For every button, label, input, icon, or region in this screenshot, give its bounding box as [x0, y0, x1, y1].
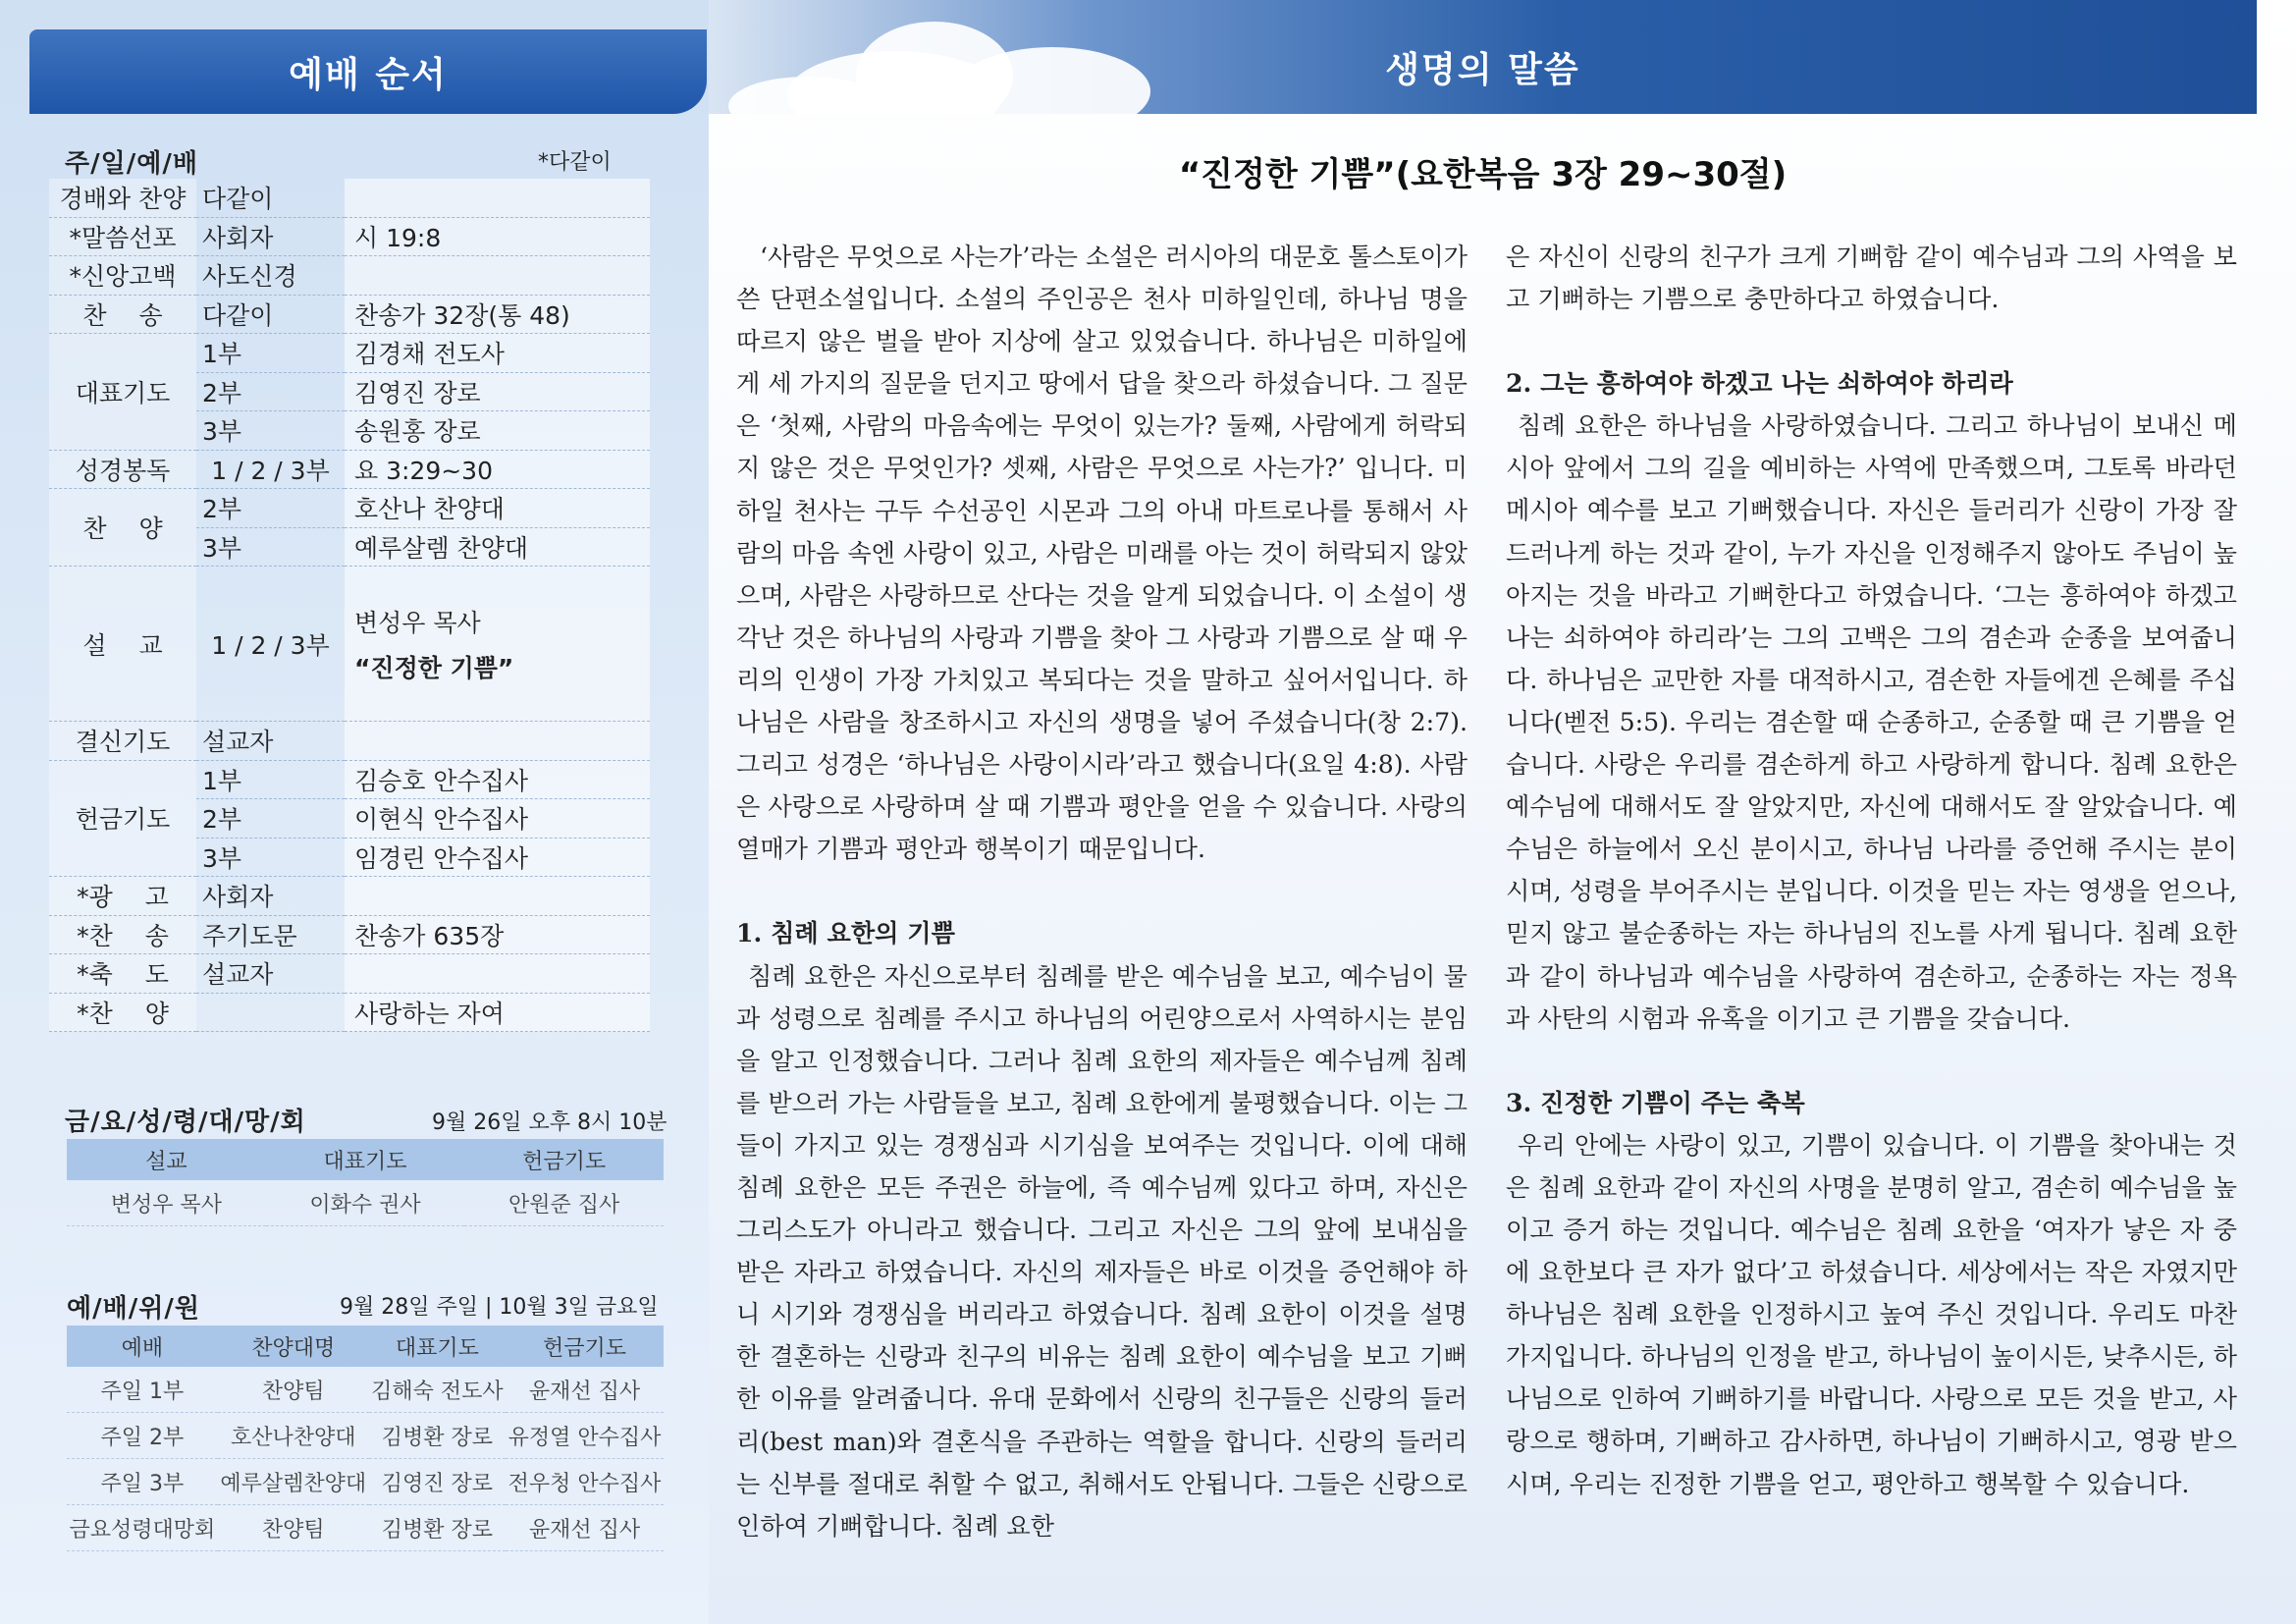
section-body-2: 침례 요한은 하나님을 사랑하였습니다. 그리고 하나님이 보내신 메시아 앞에서 그의 길을 예비하는 사역에 만족했으며, 그토록 바라던 메시아 예수를 보고 기뻐했습니다. 자신은 들러리가 신랑이 가장 잘 드러나게 하는 것과 같이, 누가 자신을 인정해주지 않아도 주님이 높아지는 것을 바라고 기뻐한다고 하였습니다. ‘그는 흥하여야 하겠고 나는 쇠하여야 하리라’는 그의 고백은 그의 겸손과 순종을 보여줍니다. 하나님은 교만한 자를 대적하시고, 겸손한 자들에겐 은혜를 주십니다(벧전 5:5). 우리는 겸손할 때 순종하고, 순종할 때 큰 기쁨을 얻습니다. 사랑은 우리를 겸손하게 하고 사랑하게 합니다. 침례 요한은 예수님에 대해서도 잘 알았지만, 자신에 대해서도 잘 알았습니다. 예수님은 하늘에서 오신 분이시고, 하나님 나라를 증언해 주시는 분이시며, 성령을 부어주시는 분입니다. 이것을 믿는 자는 영생을 얻으나, 믿지 않고 불순종하는 자는 하나님의 진노를 사게 됩니다. 침례 요한과 같이 하나님과 예수님을 사랑하여 겸손하고, 순종하는 자는 정욕과 사탄의 시험과 유혹을 이기고 큰 기쁨을 갖습니다. — [1506, 411, 2238, 1033]
table-row: 3부 예루살렘 찬양대 — [49, 527, 650, 567]
table-row: 경배와 찬양 다같이 — [49, 179, 650, 217]
worship-order-table — [49, 179, 650, 1032]
table-row: 헌금기도 1부 김승호 안수집사 — [49, 760, 650, 799]
sermon-intro: ‘사람은 무엇으로 사는가’라는 소설은 러시아의 대문호 톨스토이가 쓴 단편소설입니다. 소설의 주인공은 천사 미하일인데, 하나님 명을 따르지 않은 벌을 받아 지상에 살고 있었습니다. 하나님은 미하일에게 세 가지의 질문을 던지고 땅에서 답을 찾으라 하셨습니다. 그 질문은 ‘첫째, 사람의 마음속에는 무엇이 있는가? 둘째, 사람에게 허락되지 않은 것은 무엇인가? 셋째, 사람은 무엇으로 사는가?’ 입니다. 미하일 천사는 구두 수선공인 시몬과 그의 아내 마트로나를 통해서 사람의 마음 속엔 사랑이 있고, 사람은 미래를 아는 것이 허락되지 않았으며, 사람은 사랑하므로 산다는 것을 알게 되었습니다. 이 소설이 생각난 것은 하나님의 사랑과 기쁨을 찾아 그 사랑과 기쁨으로 살 때 우리의 인생이 가장 가치있고 복되다는 것을 말하고 싶어서입니다. 하나님은 사람을 창조하시고 자신의 생명을 넣어 주셨습니다(창 2:7). 그리고 성경은 ‘하나님은 사랑이시라’라고 했습니다(요일 4:8). 사람은 사랑으로 사랑하며 살 때 기쁨과 평안을 얻을 수 있습니다. 사랑의 열매가 기쁨과 평안과 행복이기 때문입니다. — [736, 243, 1468, 864]
table-row: 3부 송원홍 장로 — [49, 411, 650, 451]
table-row: *광 고 사회자 — [49, 877, 650, 916]
sermon-title: “진정한 기쁨”(요한복음 3장 29~30절) — [1178, 155, 1788, 194]
section-heading-1: 1. 침례 요한의 기쁨 — [736, 918, 955, 948]
sermon-column-1 — [736, 236, 1468, 1547]
table-row: 2부 김영진 장로 — [49, 372, 650, 411]
table-row: *축 도 설교자 — [49, 954, 650, 994]
committee-title: 예/배/위/원 — [67, 1294, 200, 1324]
table-row: 3부 임경린 안수집사 — [49, 838, 650, 877]
preacher-name: 변성우 목사 — [354, 608, 481, 637]
table-row: 2부 이현식 안수집사 — [49, 799, 650, 839]
section-body-3: 우리 안에는 사랑이 있고, 기쁨이 있습니다. 이 기쁨을 찾아내는 것은 침례 요한과 같이 자신의 사명을 분명히 알고, 겸손히 예수님을 높이고 증거 하는 것입니다. 예수님은 침례 요한을 ‘여자가 낳은 자 중에 요한보다 큰 자가 없다’고 하셨습니다. 세상에서는 작은 자였지만 하나님은 침례 요한을 인정하시고 높여 주신 것입니다. 우리도 마찬가지입니다. 하나님의 인정을 받고, 하나님이 높이시든, 낮추시든, 하나님으로 인하여 기뻐하기를 바랍니다. 사랑으로 모든 것을 받고, 사랑으로 행하며, 기뻐하고 감사하면, 하나님이 기뻐하시고, 영광 받으시며, 우리는 진정한 기쁨을 얻고, 평안하고 행복할 수 있습니다. — [1506, 1130, 2238, 1498]
sermon-title-label: “진정한 기쁨” — [354, 653, 514, 682]
table-row: 변성우 목사 이화수 권사 안원준 집사 — [67, 1180, 664, 1226]
sunday-worship-title: 주/일/예/배 — [65, 149, 198, 179]
table-row: 금요성령대망회 찬양팀 김병환 장로 윤재선 집사 — [67, 1505, 664, 1551]
table-header-row: 설교 대표기도 헌금기도 — [67, 1139, 664, 1180]
table-row: 주일 2부 호산나찬양대 김병환 장로 유정열 안수집사 — [67, 1413, 664, 1459]
table-row: *찬 양 사랑하는 자여 — [49, 993, 650, 1032]
section-heading-2: 2. 그는 흥하여야 하겠고 나는 쇠하여야 하리라 — [1506, 368, 2013, 399]
sermon-column-2 — [1506, 236, 2237, 1505]
table-row: *말씀선포 사회자 시 19:8 — [49, 217, 650, 256]
committee-table — [67, 1326, 664, 1551]
table-row: 찬 송 다같이 찬송가 32장(통 48) — [49, 295, 650, 334]
table-row: 대표기도 1부 김경채 전도사 — [49, 334, 650, 373]
section-heading-3: 3. 진정한 기쁨이 주는 축복 — [1506, 1087, 1805, 1117]
section-body-1: 침례 요한은 자신으로부터 침례를 받은 예수님을 보고, 예수님이 물과 성령으로 침례를 주시고 하나님의 어린양으로서 사역하시는 분임을 알고 인정했습니다. 그러나 침례 요한의 제자들은 예수님께 침례를 받으러 가는 사람들을 보고, 침례 요한에게 불평했습니다. 이는 그들이 가지고 있는 경쟁심과 시기심을 보여주는 것입니다. 이에 대해 침례 요한은 모든 주권은 하늘에, 즉 예수님께 있다고 하며, 자신은 그리스도가 아니라고 했습니다. 그리고 자신은 그의 앞에 보내심을 받은 자라고 하였습니다. 자신의 제자들은 바로 이것을 증언해야 하니 시기와 경쟁심을 버리라고 하였습니다. 침례 요한이 이것을 설명한 결혼하는 신랑과 친구의 비유는 침례 요한이 예수님을 보고 기뻐한 이유를 알려줍니다. 유대 문화에서 신랑의 친구들은 신랑의 들러리(best man)와 결혼식을 주관하는 역할을 합니다. 신랑의 들러리는 신부를 절대로 취할 수 없고, 취해서도 안됩니다. 그들은 신랑으로 인하여 기뻐합니다. 침례 요한 — [736, 961, 1468, 1541]
table-row: 찬 양 2부 호산나 찬양대 — [49, 489, 650, 528]
friday-service-title: 금/요/성/령/대/망/회 — [65, 1108, 306, 1137]
table-row: 결신기도 설교자 — [49, 722, 650, 761]
table-row: *찬 송 주기도문 찬송가 635장 — [49, 915, 650, 954]
friday-service-table — [67, 1139, 664, 1226]
table-header-row: 예배 찬양대명 대표기도 헌금기도 — [67, 1326, 664, 1367]
committee-date: 9월 28일 주일 | 10월 3일 금요일 — [340, 1295, 659, 1320]
table-row: 성경봉독 1 / 2 / 3부 요 3:29~30 — [49, 450, 650, 489]
table-row: 주일 3부 예루살렘찬양대 김영진 장로 전우청 안수집사 — [67, 1459, 664, 1505]
table-row: 주일 1부 찬양팀 김해숙 전도사 윤재선 집사 — [67, 1367, 664, 1413]
sermon-header-title: 생명의 말씀 — [1385, 49, 1580, 90]
table-row: 설 교 1 / 2 / 3부 변성우 목사 “진정한 기쁨” — [49, 567, 650, 722]
sermon-header — [709, 0, 2257, 114]
section-body-1-cont: 은 자신이 신랑의 친구가 크게 기뻐함 같이 예수님과 그의 사역을 보고 기뻐하는 기쁨으로 충만하다고 하였습니다. — [1506, 243, 2237, 314]
worship-order-header: 예배 순서 — [29, 29, 707, 114]
all-together-note: *다같이 — [538, 150, 612, 175]
table-row: *신앙고백 사도신경 — [49, 256, 650, 296]
friday-service-date: 9월 26일 오후 8시 10분 — [432, 1110, 667, 1135]
